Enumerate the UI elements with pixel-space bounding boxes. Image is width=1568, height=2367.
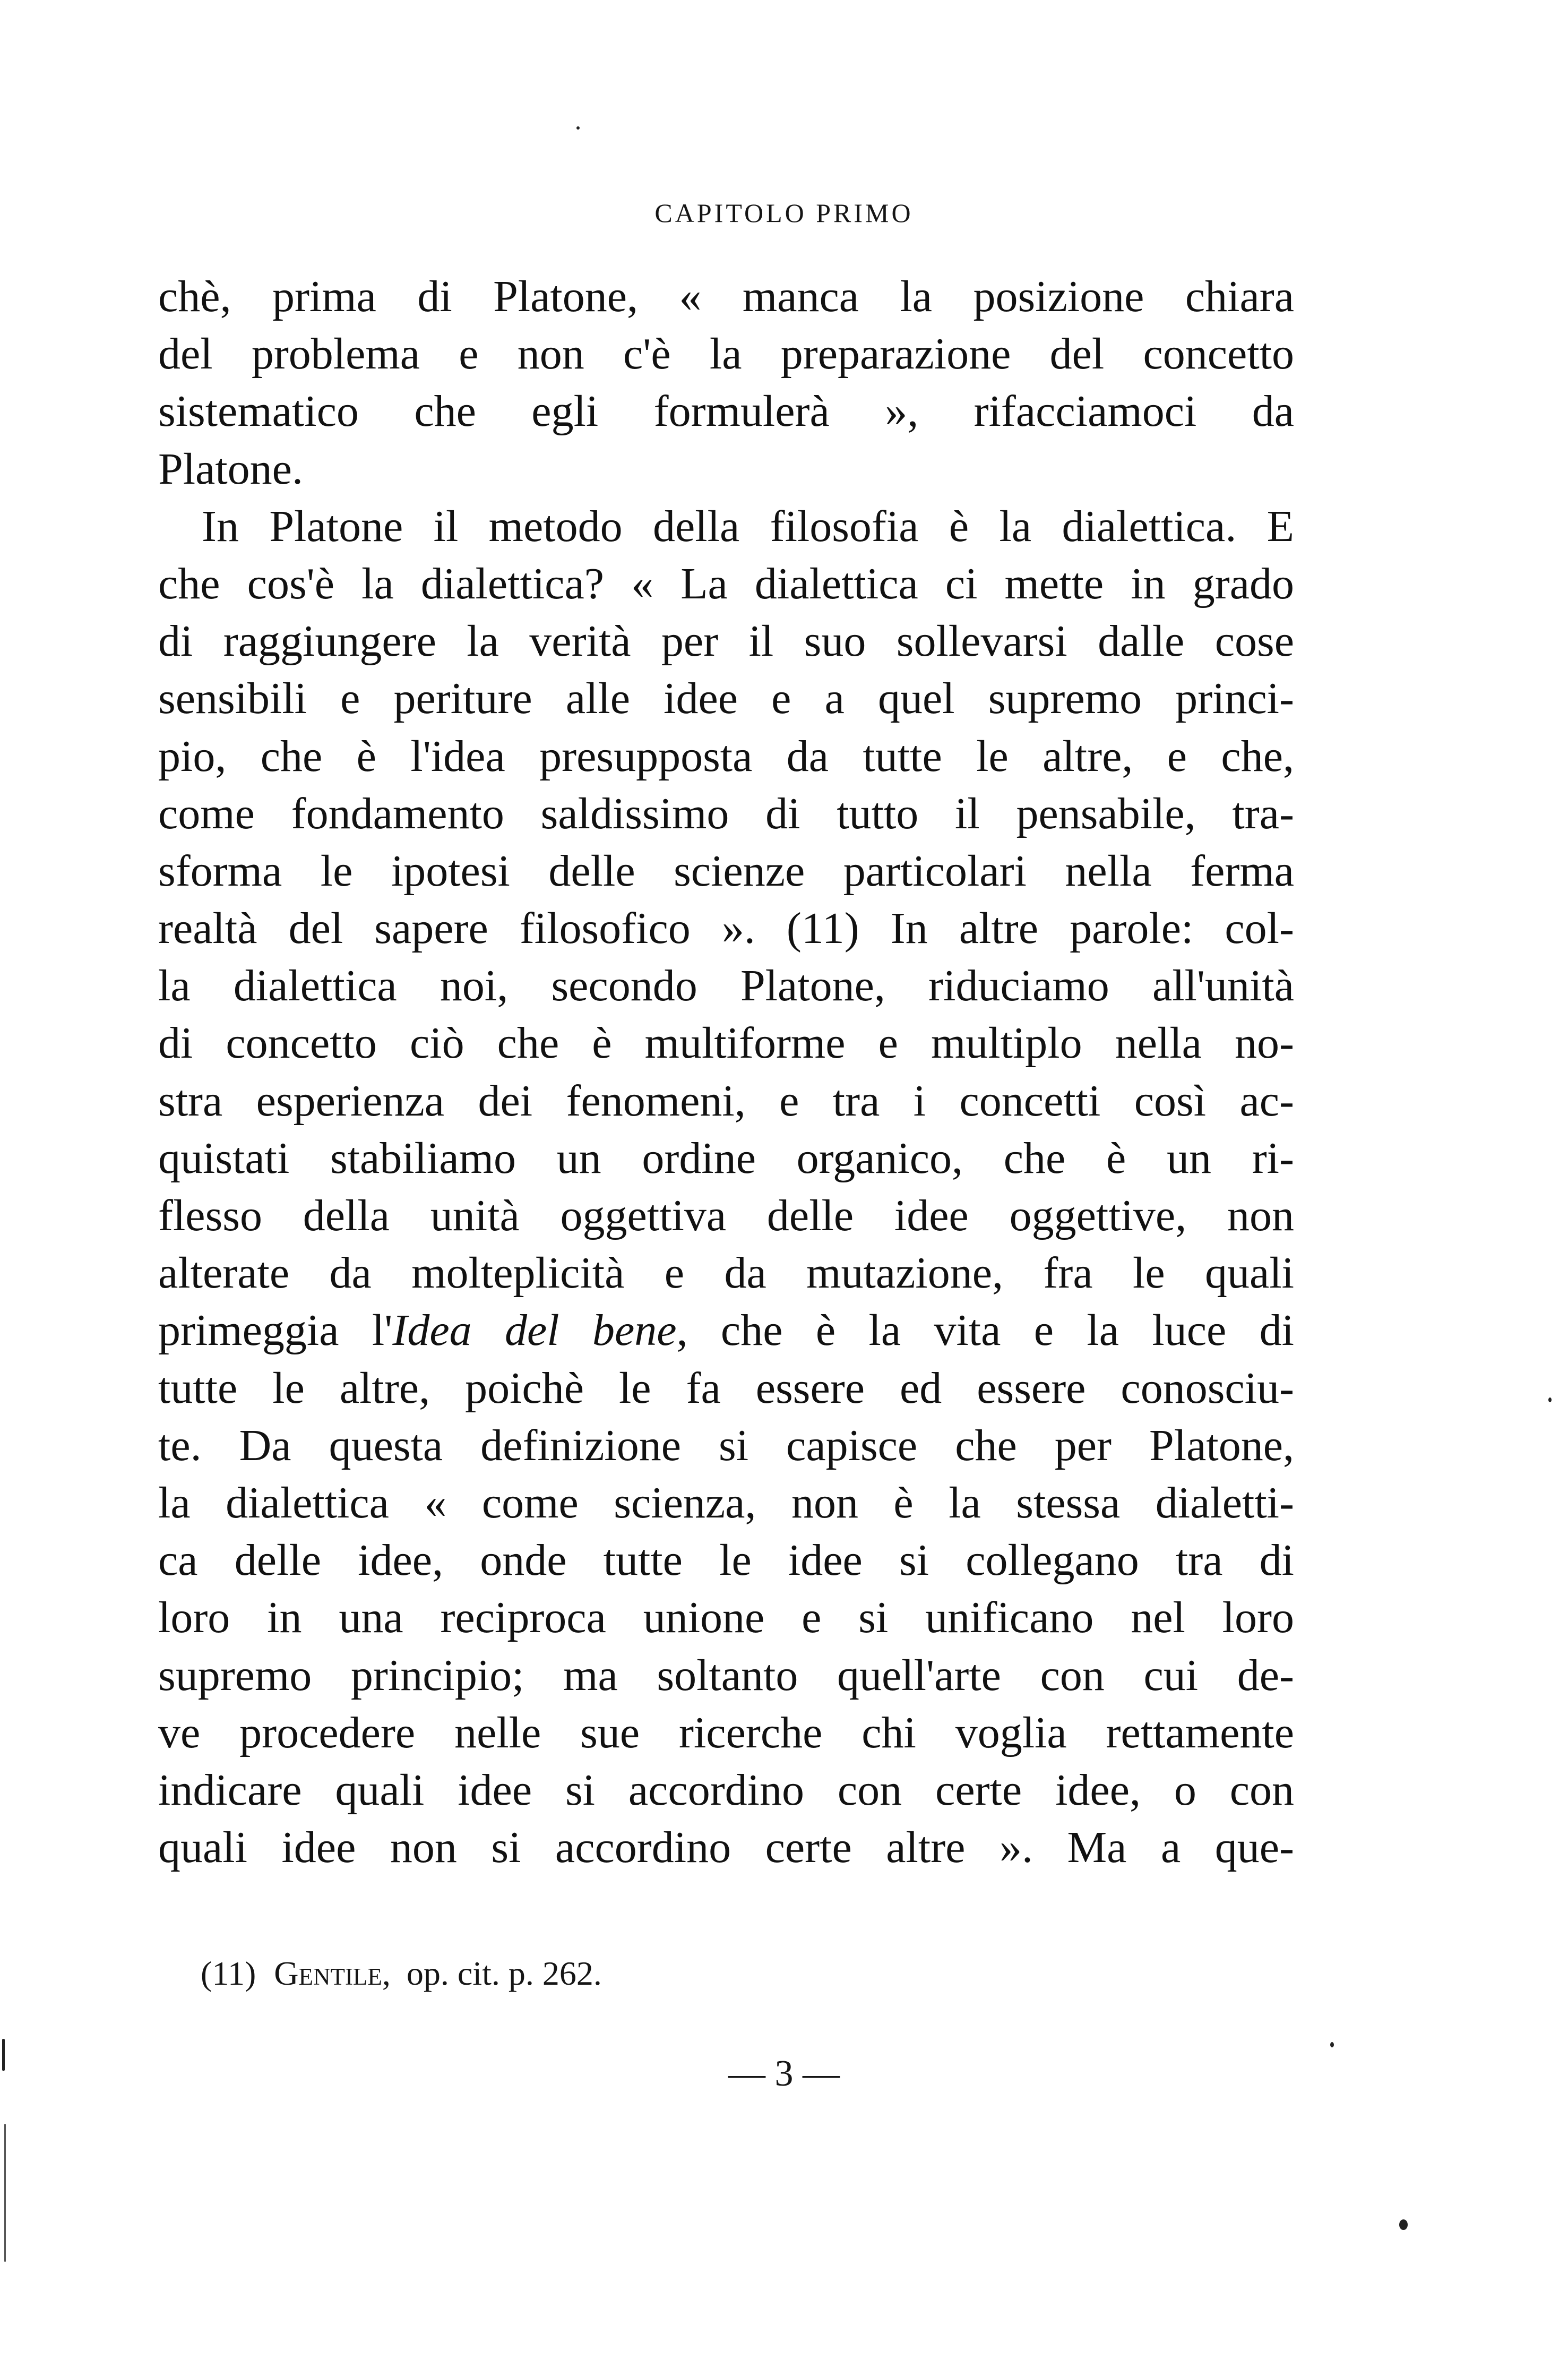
running-head: CAPITOLO PRIMO — [654, 198, 914, 228]
text-line: di raggiungere la verità per il suo sollevarsi dalle cose — [158, 616, 1294, 666]
text-line: ca delle idee, onde tutte le idee si collegano tra di — [158, 1536, 1294, 1585]
text-line: la dialettica « come scienza, non è la stessa dialetti- — [158, 1478, 1294, 1528]
text-line: loro in una reciproca unione e si unificano nel loro — [158, 1593, 1294, 1643]
footnote-author: Gentile, — [274, 1954, 391, 1992]
text-line: la dialettica noi, secondo Platone, riduciamo all'unità — [158, 961, 1294, 1011]
footnote — [201, 1954, 602, 1993]
text-line: supremo principio; ma soltanto quell'arte con cui de- — [158, 1650, 1294, 1700]
body-text — [158, 268, 1294, 1876]
text-line: te. Da questa definizione si capisce che per Platone, — [158, 1420, 1294, 1470]
scan-speck — [1330, 2042, 1334, 2047]
footnote-number: (11) — [201, 1954, 256, 1992]
scan-speck — [4, 2124, 6, 2262]
paragraph-1 — [158, 268, 1294, 498]
text-line: quali idee non si accordino certe altre ». Ma a que- — [158, 1823, 1294, 1873]
page-number: — 3 — — [728, 2053, 840, 2094]
text-line: quistati stabiliamo un ordine organico, che è un ri- — [158, 1133, 1294, 1183]
text-line: di concetto ciò che è multiforme e multiplo nella no- — [158, 1018, 1294, 1068]
text-line: flesso della unità oggettiva delle idee oggettive, non — [158, 1191, 1294, 1240]
text-line: realtà del sapere filosofico ». (11) In altre parole: col- — [158, 904, 1294, 954]
scan-speck — [576, 126, 580, 130]
text-line: chè, prima di Platone, « manca la posizione chiara — [158, 272, 1294, 321]
text-line: ve procedere nelle sue ricerche chi voglia rettamente — [158, 1708, 1294, 1757]
text-line: In Platone il metodo della filosofia è la dialettica. E — [202, 501, 1294, 551]
scan-speck — [2, 2039, 5, 2071]
text-line-italic-phrase: primeggia l'Idea del bene, che è la vita e la luce di — [158, 1306, 1295, 1356]
paragraph-2 — [158, 498, 1294, 1877]
text-line: indicare quali idee si accordino con certe idee, o con — [158, 1765, 1294, 1815]
scan-speck — [1548, 1397, 1552, 1402]
text-line: del problema e non c'è la preparazione del concetto — [158, 329, 1294, 379]
footnote-reference: op. cit. p. 262. — [406, 1954, 602, 1992]
text-line: pio, che è l'idea presupposta da tutte le altre, e che, — [158, 731, 1294, 781]
text-line: come fondamento saldissimo di tutto il pensabile, tra- — [158, 788, 1294, 838]
italic-phrase: Idea del bene — [392, 1306, 677, 1356]
text-line: tutte le altre, poichè le fa essere ed essere conosciu- — [158, 1363, 1294, 1413]
text-line: alterate da molteplicità e da mutazione, fra le quali — [158, 1248, 1294, 1298]
text-line: che cos'è la dialettica? « La dialettica ci mette in grado — [158, 559, 1294, 608]
scan-speck — [1399, 2219, 1408, 2230]
text-line: Platone. — [158, 444, 303, 494]
text-line: stra esperienza dei fenomeni, e tra i concetti così ac- — [158, 1076, 1294, 1126]
text-line: sensibili e periture alle idee e a quel supremo princi- — [158, 674, 1294, 724]
text-line: sforma le ipotesi delle scienze particolari nella ferma — [158, 846, 1294, 896]
text-line: sistematico che egli formulerà », rifacciamoci da — [158, 387, 1294, 436]
